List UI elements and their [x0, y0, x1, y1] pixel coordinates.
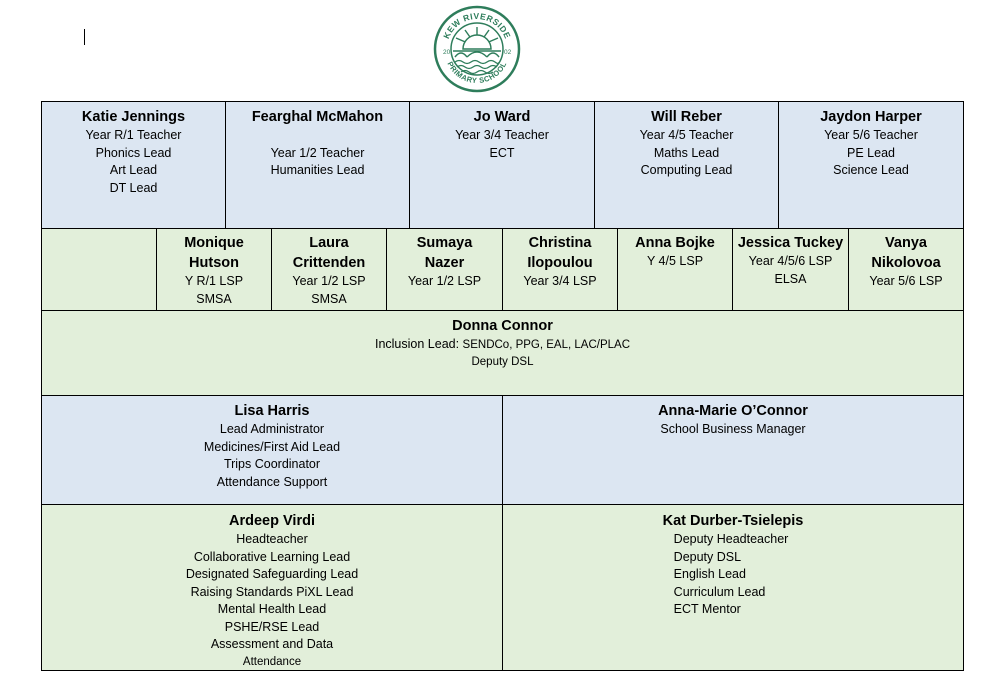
- lsp-name: Laura: [309, 235, 349, 251]
- lsp-name: Sumaya: [416, 235, 473, 251]
- blank-line: [226, 127, 409, 145]
- lsp-name: Monique: [184, 235, 244, 251]
- lsp-name: Hutson: [189, 255, 239, 271]
- lsp-name: Jessica Tuckey: [737, 235, 844, 251]
- lsp-role: Year 1/2 LSP: [292, 274, 366, 288]
- teacher-role: Year 5/6 Teacher: [824, 128, 918, 142]
- inclusion-role-prefix: Inclusion Lead:: [374, 337, 463, 351]
- leader-role: English Lead: [673, 567, 746, 581]
- lsp-cell: [272, 229, 387, 310]
- leader-name: Kat Durber-Tsielepis: [662, 513, 804, 529]
- leader-role: Headteacher: [236, 532, 308, 546]
- lsp-role: SMSA: [196, 291, 232, 306]
- leader-role: Curriculum Lead: [673, 584, 766, 599]
- admin-role: Trips Coordinator: [223, 457, 321, 471]
- teacher-role: Year R/1 Teacher: [85, 128, 182, 142]
- leader-role: Collaborative Learning Lead: [193, 549, 351, 564]
- lsp-name: Christina: [528, 235, 592, 251]
- teacher-role: Phonics Lead: [95, 145, 172, 160]
- lsp-role: Y 4/5 LSP: [646, 254, 704, 268]
- leader-role-list: [674, 531, 789, 619]
- teacher-role: PE Lead: [847, 145, 895, 160]
- admin-role: Attendance Support: [216, 474, 328, 489]
- teacher-name: Will Reber: [651, 109, 722, 125]
- teacher-role: DT Lead: [109, 180, 158, 195]
- teacher-name: Jo Ward: [473, 109, 531, 125]
- empty-cell: [42, 229, 157, 310]
- admin-cell: [503, 396, 963, 504]
- leader-name: Ardeep Virdi: [229, 513, 315, 529]
- leadership-row: [41, 504, 964, 671]
- teacher-cell: [595, 102, 779, 228]
- lsp-name: Anna Bojke: [635, 235, 715, 251]
- leader-role: Attendance: [242, 655, 302, 668]
- inclusion-role-detail: SENDCo, PPG, EAL, LAC/PLAC: [462, 339, 630, 351]
- lsp-cell: [157, 229, 272, 310]
- school-logo: [433, 5, 521, 93]
- leader-role: Mental Health Lead: [217, 602, 327, 616]
- leader-role: Assessment and Data: [210, 637, 334, 651]
- leader-role: Deputy DSL: [673, 549, 742, 564]
- lsp-row: [41, 228, 964, 311]
- logo-bottom-text: PRIMARY SCHOOL: [445, 59, 509, 86]
- lsp-cell: [387, 229, 503, 310]
- leader-role: Designated Safeguarding Lead: [185, 567, 359, 581]
- lsp-role: Year 4/5/6 LSP: [748, 254, 833, 268]
- leader-role: Deputy Headteacher: [673, 532, 789, 546]
- logo-top-text: KEW RIVERSIDE: [441, 10, 513, 41]
- inclusion-row: [41, 310, 964, 396]
- teacher-name: Fearghal McMahon: [251, 109, 384, 125]
- teacher-role: Year 3/4 Teacher: [455, 128, 549, 142]
- lsp-name: Ilopoulou: [527, 255, 593, 271]
- teacher-role: ECT: [489, 145, 515, 160]
- lsp-role: Year 5/6 LSP: [869, 274, 943, 288]
- inclusion-role: [42, 336, 963, 354]
- teacher-name: Katie Jennings: [81, 109, 186, 125]
- admin-cell: [42, 396, 503, 504]
- admin-role: Lead Administrator: [219, 422, 325, 436]
- teacher-role: Science Lead: [833, 163, 909, 177]
- lsp-name: Nikolovoa: [871, 255, 941, 271]
- teacher-role: Computing Lead: [640, 163, 733, 177]
- lsp-name: Nazer: [424, 255, 465, 271]
- lsp-role: Year 1/2 LSP: [407, 274, 482, 288]
- logo-year-right: 02: [504, 49, 512, 56]
- teacher-cell: [42, 102, 226, 228]
- logo-year-left: 20: [443, 49, 451, 56]
- lsp-name: Crittenden: [292, 255, 366, 271]
- leadership-cell: [42, 505, 503, 670]
- lsp-cell: [618, 229, 733, 310]
- inclusion-name: Donna Connor: [452, 318, 553, 334]
- admin-name: Lisa Harris: [234, 403, 310, 419]
- lsp-cell: [733, 229, 849, 310]
- admin-name: Anna-Marie O’Connor: [658, 403, 808, 419]
- lsp-role: SMSA: [311, 291, 347, 306]
- leader-role: ECT Mentor: [673, 602, 741, 616]
- lsp-role: Year 3/4 LSP: [523, 274, 597, 288]
- leader-role: Raising Standards PiXL Lead: [190, 584, 354, 599]
- text-cursor: [84, 29, 85, 45]
- admin-role: Medicines/First Aid Lead: [203, 439, 341, 454]
- teacher-role: Year 1/2 Teacher: [270, 145, 365, 160]
- teacher-name: Jaydon Harper: [820, 109, 922, 125]
- leadership-cell: [503, 505, 963, 670]
- inclusion-role-2: Deputy DSL: [471, 355, 534, 368]
- leader-role: PSHE/RSE Lead: [224, 619, 320, 634]
- teacher-role: Maths Lead: [653, 145, 720, 160]
- teachers-row: [41, 101, 964, 229]
- teacher-role: Humanities Lead: [270, 163, 365, 177]
- lsp-role: Y R/1 LSP: [184, 274, 244, 288]
- admin-role: School Business Manager: [660, 422, 806, 436]
- lsp-name: Vanya: [885, 235, 927, 251]
- teacher-cell: [779, 102, 963, 228]
- teacher-role: Art Lead: [109, 163, 158, 177]
- teacher-cell: [410, 102, 595, 228]
- admin-row: [41, 395, 964, 505]
- lsp-cell: [849, 229, 963, 310]
- teacher-cell: [226, 102, 410, 228]
- lsp-cell: [503, 229, 618, 310]
- lsp-role: ELSA: [774, 271, 807, 286]
- teacher-role: Year 4/5 Teacher: [639, 128, 734, 142]
